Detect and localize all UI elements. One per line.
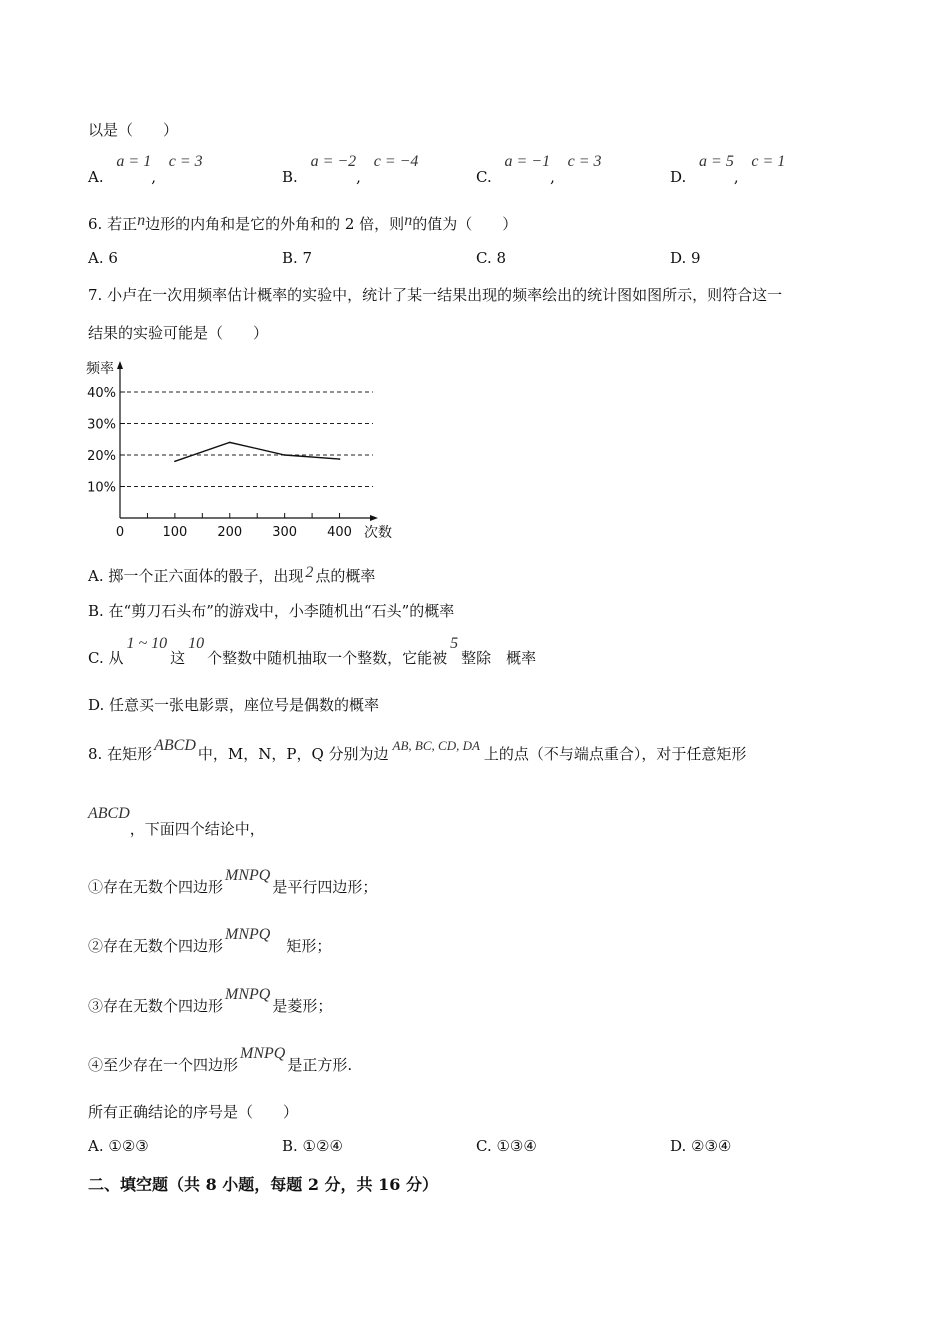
chart-point [174, 461, 176, 463]
chart-x-tick-label: 300 [272, 525, 298, 540]
chart-x-axis-label: 次数 [364, 525, 392, 541]
chart-y-tick-label: 40% [87, 386, 116, 401]
q5-c-value: c = 3 [168, 153, 203, 170]
chart-point [229, 442, 231, 444]
q8-option-c: C. ①③④ [476, 1137, 537, 1155]
chart-x-tick-label: 0 [115, 525, 125, 540]
q7-option-a: A. 掷一个正六面体的骰子，出现 2 点的概率 [88, 564, 376, 585]
q7-option-d: D. 任意买一张电影票，座位号是偶数的概率 [88, 696, 380, 714]
chart-y-tick-label: 30% [87, 417, 116, 433]
chart-axes [117, 361, 378, 521]
q5-c-value: c = 1 [751, 153, 786, 170]
q5-option-c: C. a = −1, c = 3 [476, 153, 602, 186]
frequency-chart [80, 355, 400, 545]
q5-c-value: c = 3 [567, 153, 602, 170]
q7-stem-line1: 7. 小卢在一次用频率估计概率的实验中，统计了某一结果出现的频率绘出的统计图如图所示，则符合这一 [88, 286, 783, 304]
q5-a-value: a = 1 [116, 153, 152, 170]
q5-a-value: a = 5 [699, 153, 734, 170]
chart-y-tick-label: 20% [87, 449, 116, 464]
q6-option-c: C. 8 [476, 249, 507, 267]
q8-stem-line1: 8. 在矩形 ABCD 中，M，N，P，Q 分别为边 AB, BC, CD, DA 上的点（不与端点重合），对于任意矩形 [88, 737, 747, 763]
chart-point [339, 458, 341, 460]
q8-option-d: D. ②③④ [670, 1137, 732, 1155]
q7-option-c: C. 从1 ~ 10这10个整数中随机抽取一个整数，它能被5整除 概率 [88, 635, 537, 667]
q8-statement-3: ③存在无数个四边形MNPQ是菱形； [88, 986, 333, 1015]
chart-gridlines [120, 392, 373, 487]
q5-a-value: a = −2 [310, 153, 357, 170]
q8-statement-4: ④至少存在一个四边形MNPQ是正方形. [88, 1045, 353, 1074]
chart-point [284, 454, 286, 456]
q5-option-a: A. a = 1, c = 3 [88, 153, 203, 186]
q6-option-d: D. 9 [670, 249, 701, 267]
q8-question: 所有正确结论的序号是（ ） [88, 1103, 299, 1121]
q6-option-a: A. 6 [88, 249, 118, 267]
q5-option-b: B. a = −2, c = −4 [282, 153, 419, 186]
q5-tail: 以是（ ） [88, 121, 179, 139]
q8-option-a: A. ①②③ [88, 1137, 149, 1155]
q5-option-d: D. a = 5, c = 1 [670, 153, 786, 186]
q6-stem: 6. 若正n边形的内角和是它的外角和的 2 倍，则n的值为（ ） [88, 212, 518, 233]
q8-statement-1: ①存在无数个四边形MNPQ是平行四边形； [88, 867, 378, 896]
q5-c-value: c = −4 [373, 153, 419, 170]
q7-option-b: B. 在“剪刀石头布”的游戏中，小李随机出“石头”的概率 [88, 602, 455, 620]
q6-option-b: B. 7 [282, 249, 313, 267]
q8-option-b: B. ①②④ [282, 1137, 343, 1155]
chart-x-tick-label: 400 [327, 525, 352, 540]
q8-statement-2: ②存在无数个四边形MNPQ矩形； [88, 926, 332, 955]
chart-x-tick-label: 100 [162, 525, 188, 540]
q7-stem-line2: 结果的实验可能是（ ） [88, 324, 269, 342]
q5-a-value: a = −1 [504, 153, 551, 170]
section-heading: 二、填空题（共 8 小题，每题 2 分，共 16 分） [88, 1175, 438, 1194]
chart-x-tick-label: 200 [217, 525, 243, 540]
chart-y-axis-label: 频率 [86, 361, 114, 377]
chart-y-tick-label: 10% [87, 480, 116, 496]
chart-series-line [175, 442, 340, 461]
q8-stem-line2: ABCD，下面四个结论中， [88, 805, 265, 838]
